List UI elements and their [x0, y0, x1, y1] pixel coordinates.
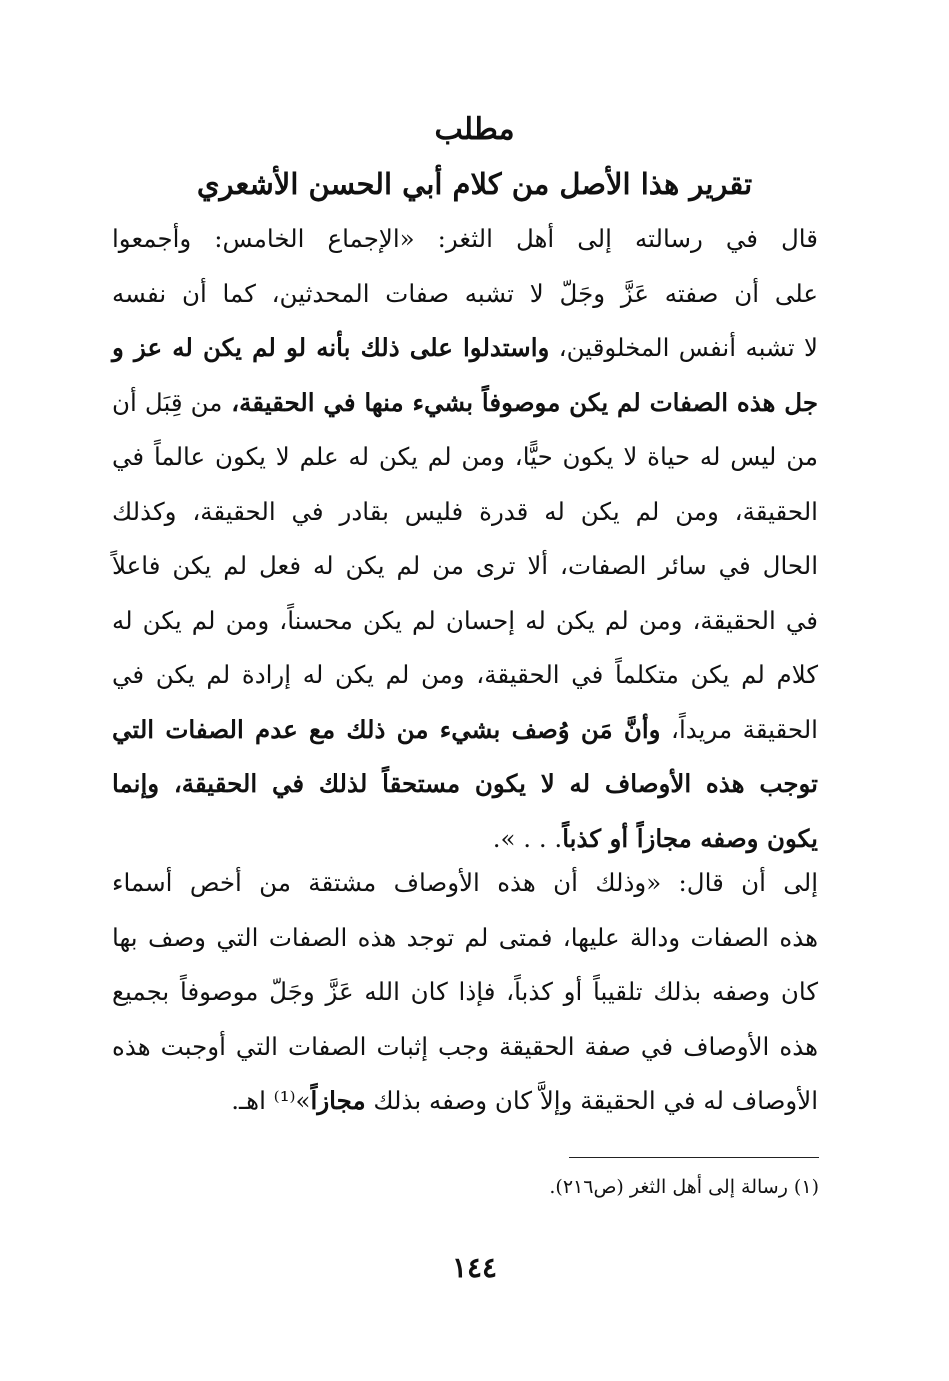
text-segment: إلى أن قال: «وذلك أن هذه الأوصاف مشتقة من أخص أسماء [112, 868, 818, 897]
text-line [112, 1074, 818, 1129]
text-line [112, 376, 818, 431]
text-line [112, 856, 818, 911]
bold-text-segment: توجب هذه الأوصاف له لا يكون مستحقاً لذلك في الحقيقة، وإنما [112, 769, 818, 798]
text-segment: الأوصاف له في الحقيقة وإلاَّ كان وصفه بذلك [365, 1086, 818, 1115]
text-line [112, 1020, 818, 1075]
text-line [112, 757, 818, 812]
text-segment: »⁽¹⁾ اهـ. [231, 1086, 311, 1115]
text-line [112, 911, 818, 966]
paragraph-2 [112, 856, 818, 1129]
text-line [112, 485, 818, 540]
text-segment: لا تشبه أنفس المخلوقين، [549, 333, 819, 362]
text-segment: الحقيقة مريداً، [660, 714, 818, 744]
text-line [112, 430, 818, 485]
text-line [112, 594, 818, 649]
text-segment: من قِبَل أن [112, 387, 223, 417]
paragraph-1 [112, 212, 818, 866]
text-segment: هذه الصفات ودالة عليها، فمتى لم توجد هذه الصفات التي وصف بها [112, 922, 818, 952]
text-segment: على أن صفته عَزَّ وجَلّ لا تشبه صفات المحدثين، كما أن نفسه [112, 278, 818, 308]
text-segment: الحال في سائر الصفات، ألا ترى من لم يكن له فعل لم يكن فاعلاً [112, 551, 818, 580]
text-line [112, 648, 818, 703]
text-segment: هذه الأوصاف في صفة الحقيقة وجب إثبات الصفات التي أوجبت هذه [112, 1031, 818, 1061]
text-segment: قال في رسالته إلى أهل الثغر: «الإجماع الخامس: وأجمعوا [112, 224, 818, 253]
text-segment: من ليس له حياة لا يكون حيًّا، ومن لم يكن له علم لا يكون عالماً في [112, 442, 818, 471]
bold-text-segment: يكون وصفه مجازاً أو كذباً [562, 823, 818, 853]
text-segment: كان وصفه بذلك تلقيباً أو كذباً، فإذا كان الله عَزَّ وجَلّ موصوفاً بجميع [112, 977, 818, 1006]
section-title: مطلب [434, 112, 515, 147]
text-line [112, 267, 818, 322]
footnote-divider [569, 1157, 819, 1158]
text-segment: الحقيقة، ومن لم يكن له قدرة فليس بقادر في الحقيقة، وكذلك [112, 496, 818, 526]
section-subtitle: تقرير هذا الأصل من كلام أبي الحسن الأشعري [196, 167, 753, 201]
text-line [112, 321, 818, 376]
text-segment: في الحقيقة، ومن لم يكن له إحسان لم يكن محسناً، ومن لم يكن له [112, 605, 818, 635]
bold-text-segment: وأنَّ مَن وُصف بشيء من ذلك مع عدم الصفات التي [112, 714, 661, 744]
text-segment: كلام لم يكن متكلماً في الحقيقة، ومن لم يكن له إرادة لم يكن في [112, 660, 818, 689]
text-line [112, 703, 818, 758]
bold-text-segment: واستدلوا على ذلك بأنه لو لم يكن له عز و [112, 333, 550, 362]
footnote: (١) رسالة إلى أهل الثغر (ص٢١٦). [549, 1176, 819, 1198]
text-line [112, 539, 818, 594]
bold-text-segment: مجازاً [310, 1086, 366, 1115]
page-number: ١٤٤ [451, 1251, 498, 1284]
text-line [112, 965, 818, 1020]
text-line [112, 212, 818, 267]
bold-text-segment: جل هذه الصفات لم يكن موصوفاً بشيء منها في الحقيقة، [222, 387, 818, 417]
text-segment: . . . ». [492, 823, 563, 853]
